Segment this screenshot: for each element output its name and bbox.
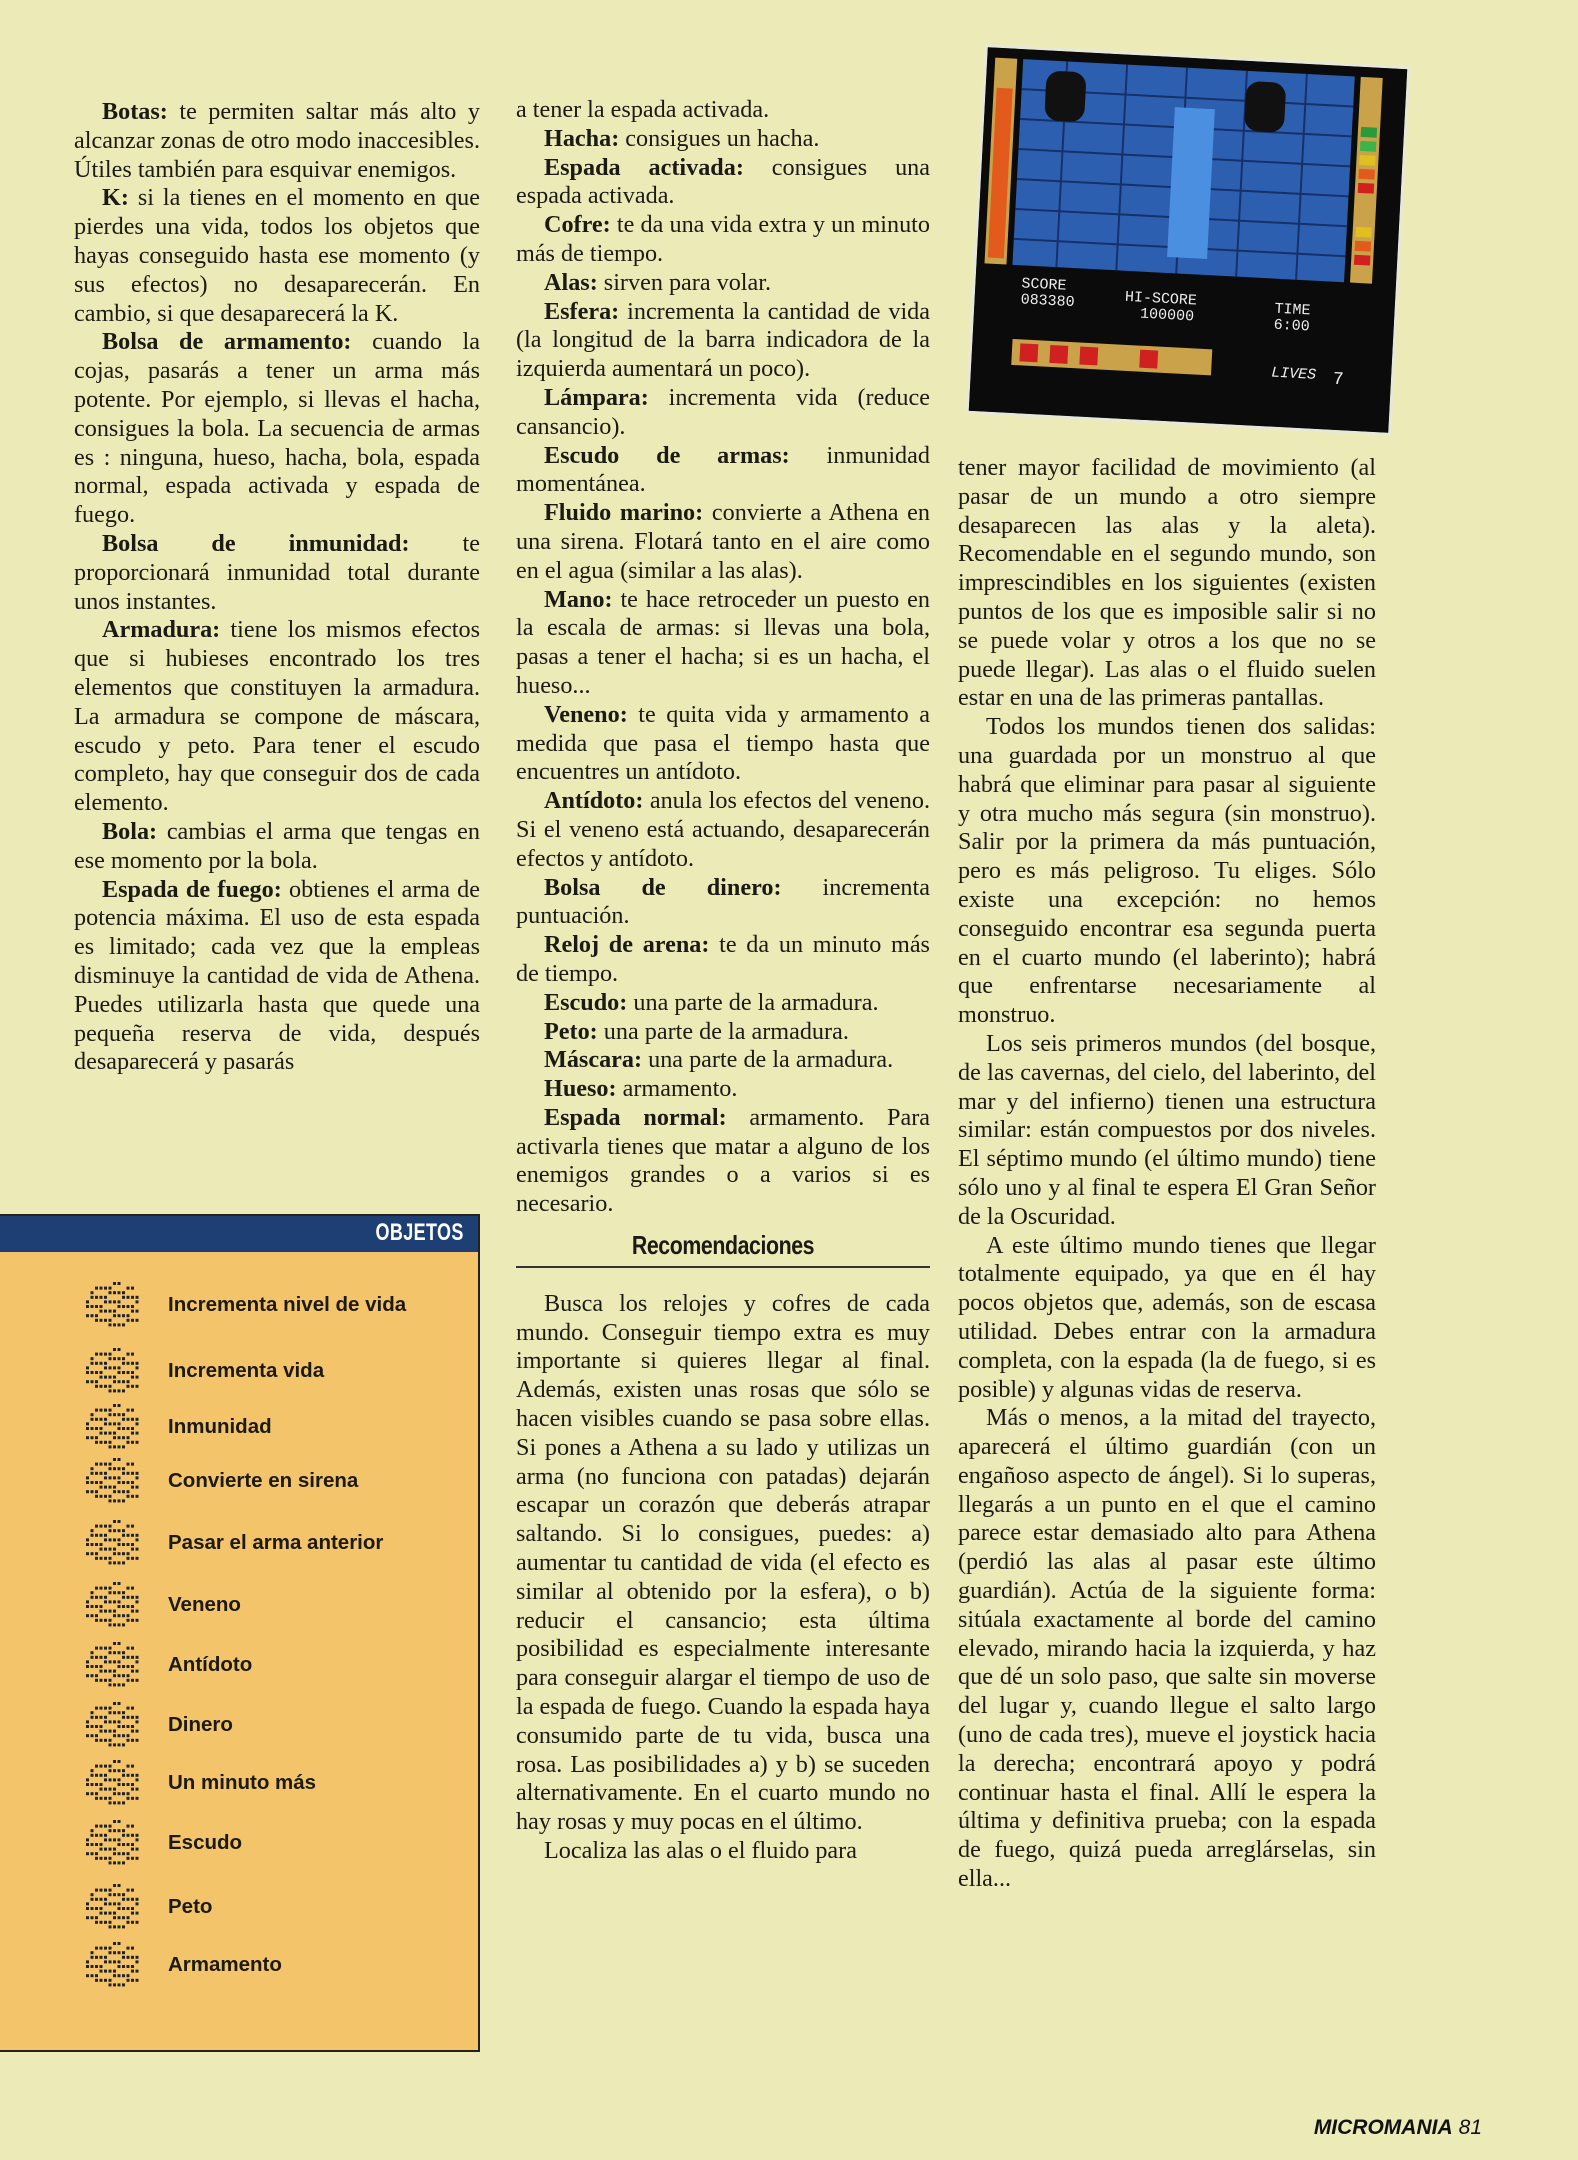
definition-text: te proporcionará inmunidad total durante unos instantes. [74,529,480,615]
definition-term: Hueso: [544,1075,617,1103]
objeto-label: Veneno [168,1593,241,1616]
objeto-item [80,1940,282,1990]
lamp-icon [80,1346,146,1396]
definition-text: armamento. Para activarla tienes que matar a alguno de los enemigos grandes o a varios si es necesario. [516,1103,930,1218]
definition-term: Bolsa de inmunidad: [102,529,410,557]
objeto-item [80,1818,242,1868]
objeto-label: Antídoto [168,1653,253,1676]
definition-term: Fluido marino: [544,499,704,527]
definition-term: Espada activada: [544,153,744,181]
recomendaciones-heading: Recomendaciones [631,1230,815,1261]
definition-term: Cofre: [544,211,611,239]
definition-text: te da una vida extra y un minuto más de tiempo. [516,211,930,267]
hand-icon [80,1518,146,1568]
col2-recommendations [516,1290,930,1866]
definition-text: cambias el arma que tengas en ese momento por la bola. [74,817,480,874]
definition-paragraph [516,874,930,932]
definition-text: armamento. [616,1075,738,1103]
definition-paragraph [516,442,930,500]
definition-paragraph [516,384,930,442]
column-2 [516,96,930,1866]
score-value: 083380 [1020,291,1076,312]
definition-paragraph [516,931,930,989]
body-paragraph: Todos los mundos tienen dos salidas: una guardada por un monstruo al que habrá que eliminar para pasar al siguiente y otra mucho más segura (sin monstruo). Salir por la primera da más puntuación, pero es más peligroso. Tu eliges. Sólo existe una excepción: no hemos conseguido encontrar esa segunda puerta en el cuarto mundo (el laberinto); habrá que enfrentarse necesariamente al monstruo. [958,713,1376,1029]
hiscore-label: HI-SCORE [1124,288,1198,310]
definition-term: Bolsa de armamento: [102,328,352,356]
body-paragraph: Localiza las alas o el fluido para [544,1837,857,1865]
time-label: TIME [1274,300,1311,320]
col2-continuation: a tener la espada activada. [516,96,770,123]
page-footer [1314,2116,1482,2140]
definition-paragraph [516,1104,930,1219]
section-rule [516,1266,930,1268]
definition-paragraph [516,1046,930,1075]
hiscore-value: 100000 [1139,305,1195,326]
definition-term: Botas: [102,98,168,125]
definition-text: consigues un hacha. [619,124,820,152]
objeto-item [80,1346,324,1396]
score-label: SCORE [1021,275,1067,295]
definition-term: Espada de fuego: [102,875,282,903]
objeto-label: Peto [168,1895,213,1918]
magazine-name: MICROMANIA [1313,2116,1453,2139]
lives-label: LIVES [1270,364,1317,384]
definition-paragraph [74,184,480,328]
definition-text: te da un minuto más de tiempo. [516,931,930,987]
definition-paragraph [516,298,930,384]
objeto-item [80,1700,233,1750]
definition-term: Armadura: [102,616,221,644]
col3-continuation: tener mayor facilidad de movimiento (al pasar de un mundo a otro siempre desaparecen las alas y la aleta). Recomendable en el segundo mundo, son imprescindibles en los siguientes (existen puntos de los que es imposible salir si no se puede volar y otros a los que no se puede llegar). Las alas o el fluido suelen estar en una de las primeras pantallas. [958,454,1376,712]
definition-paragraph [516,269,930,298]
money-bag-icon [80,1700,146,1750]
time-value: 6:00 [1273,316,1311,336]
definition-text: inmunidad momentánea. [516,441,930,498]
column-1 [74,98,480,1077]
definition-term: Bolsa de dinero: [544,873,782,901]
definition-text: incrementa puntuación. [516,873,930,930]
objetos-box [0,1214,480,2052]
definition-paragraph [516,125,930,154]
page-number: 81 [1458,2116,1482,2139]
definition-paragraph [516,499,930,585]
column-3 [958,454,1376,1894]
bone-icon [80,1940,146,1990]
definition-text: tiene los mismos efectos que si hubieses encontrado los tres elementos que constituyen la armadura. La armadura se compone de máscara, escudo y peto. Para tener el escudo completo, hay que conseguir dos de cada elemento. [74,616,480,817]
definition-text: anula los efectos del veneno. Si el veneno está actuando, desaparecerán efectos y antídoto. [516,787,930,872]
definition-paragraph [516,1075,930,1104]
objeto-item [80,1402,272,1452]
antidote-icon [80,1640,146,1690]
body-paragraph: A este último mundo tienes que llegar totalmente equipado, ya que en él hay pocos objetos que, además, son de escasa utilidad. Debes entrar con la armadura completa, con la espada (la de fuego, si es posible) y algunas vidas de reserva. [958,1231,1376,1403]
col2-definitions [516,125,930,1219]
definition-text: convierte a Athena en una sirena. Flotará tanto en el aire como en el agua (similar a las alas). [516,499,930,584]
objeto-label: Incrementa vida [168,1359,325,1382]
definition-term: Máscara: [544,1046,643,1074]
definition-paragraph [516,787,930,873]
objeto-label: Inmunidad [168,1415,272,1438]
definition-paragraph [74,98,480,184]
lives-value: 7 [1332,369,1345,391]
definition-term: Antídoto: [544,787,644,815]
objeto-label: Dinero [168,1713,233,1736]
definition-paragraph [516,1018,930,1047]
definition-text: te quita vida y armamento a medida que pasa el tiempo hasta que encuentres un antídoto. [516,700,930,786]
objeto-item [80,1280,406,1330]
objeto-label: Escudo [168,1831,243,1854]
objeto-label: Pasar el arma anterior [168,1531,384,1554]
definition-term: Mano: [544,585,613,613]
definition-paragraph [516,586,930,701]
definition-text: una parte de la armadura. [642,1046,894,1074]
objeto-label: Convierte en sirena [168,1469,359,1492]
definition-text: una parte de la armadura. [597,1017,849,1045]
objeto-label: Incrementa nivel de vida [168,1293,407,1316]
definition-paragraph [74,328,480,530]
definition-term: Alas: [544,268,598,296]
objeto-item [80,1758,316,1808]
objeto-label: Armamento [168,1953,282,1976]
definition-text: cuando la cojas, pasarás a tener un arma más potente. Por ejemplo, si llevas el hacha, consigues la bola. La secuencia de armas es : ninguna, hueso, hacha, bola, espada normal, espada activada y espada de fuego. [74,328,480,529]
definition-term: Escudo de armas: [544,441,790,469]
definition-term: Veneno: [544,700,628,728]
col3-paragraphs [958,713,1376,1894]
shield-icon [80,1818,146,1868]
definition-text: sirven para volar. [597,268,772,296]
definition-term: Hacha: [544,124,620,152]
marine-fluid-icon [80,1456,146,1506]
body-paragraph: Más o menos, a la mitad del trayecto, aparecerá el último guardián (con un engañoso aspecto de ángel). Si lo superas, llegarás a un punto en el que el camino parece estar demasiado alto para Athena (perdió las alas al pasar este último guardián). Actúa de la siguiente forma: sitúala exactamente al borde del camino elevado, mirando hacia la izquierda, y haz que dé un solo paso, que salte sin moverse del lugar y, cuando llegue el salto largo (uno de cada tres), mueve el joystick hacia la derecha; encontrará apoyo y podrá continuar hasta el final. Allí le espera la última y definitiva prueba; con la espada de fuego, quizá pueda arreglárselas, sin ella... [958,1404,1376,1893]
objetos-title: OBJETOS [375,1219,464,1246]
definition-text: si la tienes en el momento en que pierdes una vida, todos los objetos que hayas conseguido hasta ese momento (y sus efectos) no desaparecerán. En cambio, si que desaparecerá la K. [74,184,480,327]
definition-term: Escudo: [544,988,628,1016]
definition-term: Lámpara: [544,383,649,411]
objeto-item [80,1518,383,1568]
poison-icon [80,1580,146,1630]
sphere-icon [80,1280,146,1330]
definition-paragraph [516,154,930,212]
body-paragraph: Busca los relojes y cofres de cada mundo. Conseguir tiempo extra es muy importante si quieres llegar al final. Además, existen unas rosas que sólo se hacen visibles cuando se pasa sobre ellas. Si pones a Athena a su lado y utilizas un arma (no funciona con patadas) dejarán escapar un corazón que deberás atrapar saltando. Si lo consigues, puedes: a) aumentar tu cantidad de vida (el efecto es similar al obtenido por la esfera), o b) reducir el cansancio; esta última posibilidad es especialmente interesante para conseguir alargar el tiempo de uso de la espada de fuego. Cuando la espada haya consumido parte de tu vida, busca una rosa. Las posibilidades a) y b) se suceden alternativamente. En el cuarto mundo no hay rosas y muy pocas en el último. [516,1289,930,1836]
definition-term: Espada normal: [544,1103,727,1131]
objeto-item [80,1456,358,1506]
definition-term: Esfera: [544,297,620,325]
definition-paragraph [516,211,930,269]
definition-text: incrementa la cantidad de vida (la longitud de la barra indicadora de la izquierda aumentará un poco). [516,297,930,383]
definition-text: consigues una espada activada. [516,153,930,210]
objeto-item [80,1640,252,1690]
definition-text: incrementa vida (reduce cansancio). [516,383,930,440]
definition-term: Peto: [544,1017,598,1045]
definition-text: te hace retroceder un puesto en la escala de armas: si llevas una bola, pasas a tener el hacha; si es un hacha, el hueso... [516,585,930,699]
definition-text: una parte de la armadura. [627,988,879,1016]
objeto-item [80,1580,241,1630]
definition-paragraph [516,701,930,787]
breastplate-icon [80,1882,146,1932]
body-paragraph: Los seis primeros mundos (del bosque, de las cavernas, del cielo, del laberinto, del mar y del infierno) tienen una estructura similar: están compuestos por dos niveles. El séptimo mundo (el último mundo) tiene sólo uno y al final te espera El Gran Señor de la Oscuridad. [958,1029,1376,1230]
definition-term: Bola: [102,817,158,845]
definition-text: obtienes el arma de potencia máxima. El uso de esta espada es limitado; cada vez que la empleas disminuye la cantidad de vida de Athena. Puedes utilizarla hasta que quede una pequeña reserva de vida, después desaparecerá y pasarás [74,875,480,1076]
game-screenshot [969,47,1407,432]
objetos-header [0,1216,478,1252]
objeto-label: Un minuto más [168,1771,317,1794]
hourglass-icon [80,1758,146,1808]
definition-term: K: [102,184,129,212]
definition-paragraph [74,818,480,876]
coat-of-arms-icon [80,1402,146,1452]
definition-term: Reloj de arena: [544,931,710,959]
definition-paragraph [516,989,930,1018]
definition-text: te permiten saltar más alto y alcanzar zonas de otro modo inaccesibles. Útiles también para esquivar enemigos. [74,98,480,183]
objeto-item [80,1882,212,1932]
definition-paragraph [74,876,480,1078]
definition-paragraph [74,530,480,616]
definition-paragraph [74,616,480,818]
